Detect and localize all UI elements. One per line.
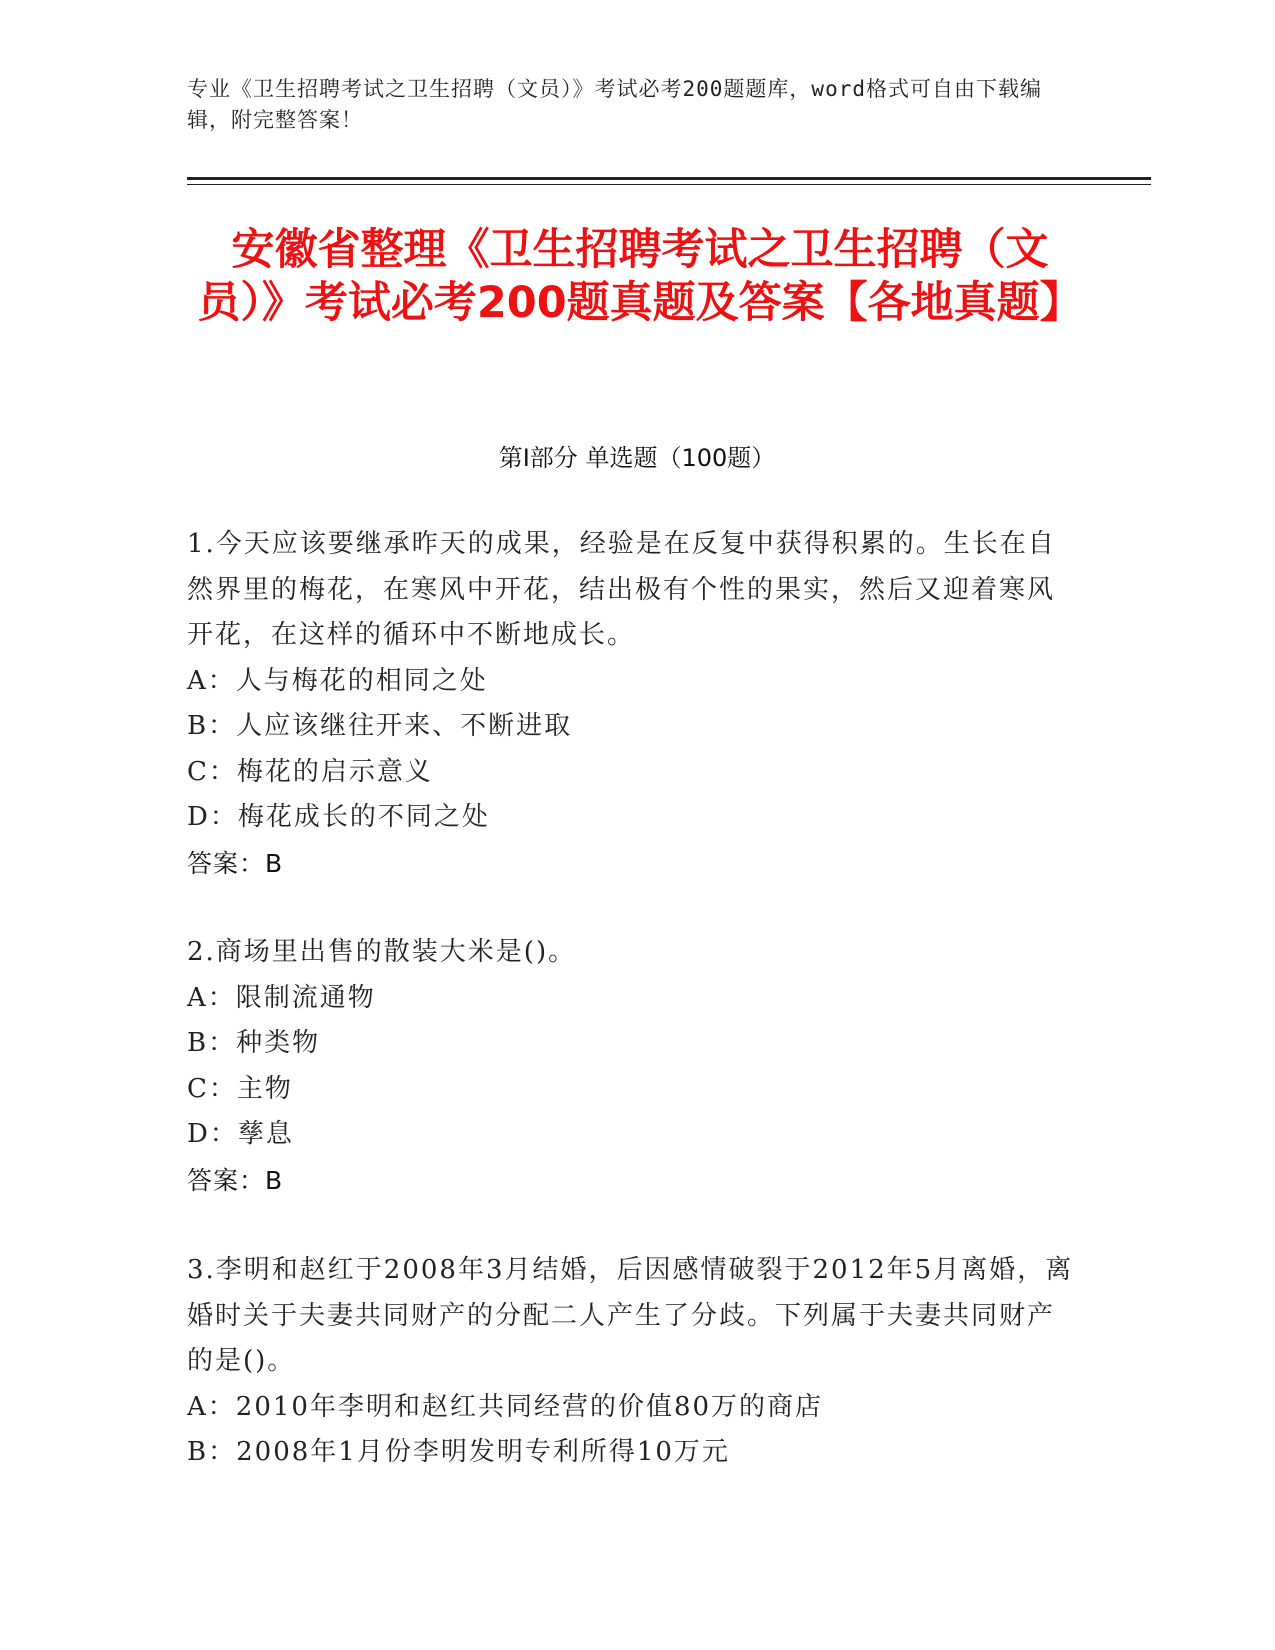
document-title: 安徽省整理《卫生招聘考试之卫生招聘（文员）》考试必考200题真题及答案【各地真题】 bbox=[197, 225, 1083, 328]
answer-line: 答案：B bbox=[187, 1165, 284, 1195]
option-d: D：梅花成长的不同之处 bbox=[187, 802, 490, 832]
option-a: A：限制流通物 bbox=[187, 982, 376, 1013]
question-1 bbox=[187, 522, 1077, 886]
option-c: C：主物 bbox=[187, 1073, 293, 1104]
option-b: B：人应该继往开来、不断进取 bbox=[187, 711, 573, 741]
question-3 bbox=[187, 1248, 1077, 1476]
question-stem: 3.李明和赵红于2008年3月结婚，后因感情破裂于2012年5月离婚，离婚时关于夫妻共同财产的分配二人产生了分歧。下列属于夫妻共同财产的是()。 bbox=[187, 1255, 1074, 1376]
option-a: A：人与梅花的相同之处 bbox=[187, 665, 488, 696]
header-divider-thick bbox=[187, 177, 1151, 180]
header-note: 专业《卫生招聘考试之卫生招聘（文员）》考试必考200题题库，word格式可自由下载编辑，附完整答案！ bbox=[187, 77, 1042, 132]
option-a: A：2010年李明和赵红共同经营的价值80万的商店 bbox=[187, 1391, 824, 1422]
option-c: C：梅花的启示意义 bbox=[187, 756, 433, 787]
section-heading: 第I部分 单选题（100题） bbox=[498, 444, 776, 472]
answer-line: 答案：B bbox=[187, 848, 284, 878]
header-divider-thin bbox=[187, 184, 1151, 185]
option-b: B：种类物 bbox=[187, 1028, 321, 1058]
option-b: B：2008年1月份李明发明专利所得10万元 bbox=[187, 1437, 730, 1467]
option-d: D：孳息 bbox=[187, 1119, 294, 1149]
question-stem: 2.商场里出售的散装大米是()。 bbox=[187, 937, 577, 967]
question-stem: 1.今天应该要继承昨天的成果，经验是在反复中获得积累的。生长在自然界里的梅花，在寒风中开花，结出极有个性的果实，然后又迎着寒风开花，在这样的循环中不断地成长。 bbox=[187, 529, 1056, 650]
question-2 bbox=[187, 930, 1077, 1203]
